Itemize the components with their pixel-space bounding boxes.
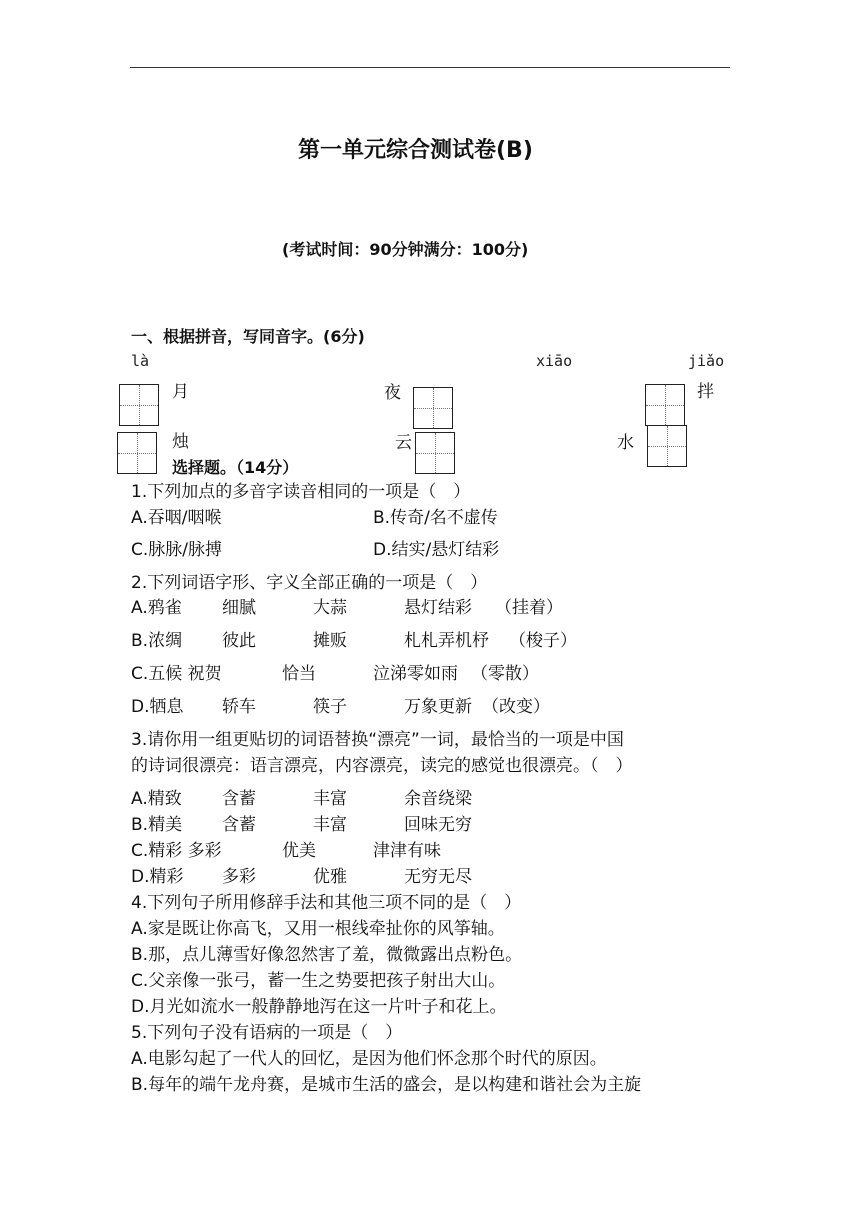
char-yue: 月 bbox=[172, 382, 189, 402]
char-ye: 夜 bbox=[384, 383, 401, 403]
q3-d-word4: 无穷无尽 bbox=[404, 867, 472, 887]
q2-b-word1: B.浓绸 bbox=[131, 631, 183, 651]
q2-a-gloss: （挂着） bbox=[495, 598, 563, 618]
q3-stem-line2: 的诗词很漂亮：语言漂亮，内容漂亮，读完的感觉也很漂亮。（ ） bbox=[131, 756, 633, 776]
q3-c-word3: 津津有味 bbox=[373, 841, 441, 861]
q4-option-b: B.那，点儿薄雪好像忽然害了羞，微微露出点粉色。 bbox=[131, 945, 523, 965]
q2-b-word3: 摊贩 bbox=[313, 631, 347, 651]
q5-option-a: A.电影勾起了一代人的回忆，是因为他们怀念那个时代的原因。 bbox=[131, 1049, 607, 1069]
q2-d-gloss: （改变） bbox=[482, 697, 550, 717]
q3-a-word4: 余音绕梁 bbox=[404, 789, 472, 809]
section2-heading: 选择题。（14分） bbox=[172, 458, 299, 477]
q1-option-a: A.吞咽/咽喉 bbox=[131, 508, 222, 528]
q3-a-word2: 含蓄 bbox=[222, 789, 256, 809]
q1-option-c: C.脉脉/脉搏 bbox=[131, 540, 223, 560]
q3-b-word4: 回味无穷 bbox=[404, 815, 472, 835]
char-zhu: 烛 bbox=[172, 432, 189, 452]
q3-c-word2: 优美 bbox=[282, 841, 316, 861]
page-title: 第一单元综合测试卷(B) bbox=[298, 138, 533, 163]
q2-d-word3: 筷子 bbox=[313, 697, 347, 717]
q2-a-word4: 悬灯结彩 bbox=[404, 598, 472, 618]
q5-option-b: B.每年的端午龙舟赛，是城市生活的盛会，是以构建和谐社会为主旋 bbox=[131, 1075, 642, 1095]
q3-d-word1: D.精彩 bbox=[131, 867, 184, 887]
q3-b-word1: B.精美 bbox=[131, 815, 183, 835]
write-box-5[interactable] bbox=[415, 432, 455, 474]
q2-b-word4: 札札弄机杼 bbox=[404, 631, 489, 651]
q1-option-b: B.传奇/名不虚传 bbox=[373, 508, 498, 528]
pinyin-la: là bbox=[131, 352, 150, 370]
q4-option-a: A.家是既让你高飞，又用一根线牵扯你的风筝轴。 bbox=[131, 919, 505, 939]
pinyin-xiao: xiāo bbox=[536, 352, 573, 370]
q4-option-c: C.父亲像一张弓，蓄一生之势要把孩子射出大山。 bbox=[131, 971, 506, 991]
q1-stem: 1.下列加点的多音字读音相同的一项是（ ） bbox=[131, 482, 471, 502]
pinyin-jiao: jiǎo bbox=[688, 352, 725, 370]
q2-c-gloss: （零散） bbox=[471, 664, 539, 684]
write-box-6[interactable] bbox=[647, 425, 687, 467]
write-box-3[interactable] bbox=[645, 384, 685, 426]
q2-a-word2: 细腻 bbox=[222, 598, 256, 618]
q2-stem: 2.下列词语字形、字义全部正确的一项是（ ） bbox=[131, 573, 488, 593]
write-box-4[interactable] bbox=[117, 432, 157, 474]
char-shui: 水 bbox=[617, 433, 634, 453]
q4-stem: 4.下列句子所用修辞手法和其他三项不同的是（ ） bbox=[131, 893, 522, 913]
q5-stem: 5.下列句子没有语病的一项是（ ） bbox=[131, 1023, 403, 1043]
q3-d-word2: 多彩 bbox=[222, 867, 256, 887]
q1-option-d: D.结实/悬灯结彩 bbox=[373, 540, 500, 560]
q2-c-word3: 泣涕零如雨 bbox=[373, 664, 458, 684]
write-box-2[interactable] bbox=[413, 387, 453, 429]
write-box-1[interactable] bbox=[119, 384, 159, 426]
q2-d-word2: 轿车 bbox=[222, 697, 256, 717]
q3-b-word2: 含蓄 bbox=[222, 815, 256, 835]
q2-b-gloss: （梭子） bbox=[509, 631, 577, 651]
char-yun: 云 bbox=[395, 433, 412, 453]
q2-c-word1: C.五候 祝贺 bbox=[131, 664, 222, 684]
header-rule bbox=[130, 67, 730, 68]
q2-c-word2: 恰当 bbox=[282, 664, 316, 684]
q2-a-word1: A.鸦雀 bbox=[131, 598, 182, 618]
q3-d-word3: 优雅 bbox=[313, 867, 347, 887]
q3-a-word3: 丰富 bbox=[313, 789, 347, 809]
q2-a-word3: 大蒜 bbox=[313, 598, 347, 618]
q3-c-word1: C.精彩 多彩 bbox=[131, 841, 222, 861]
q3-b-word3: 丰富 bbox=[313, 815, 347, 835]
exam-info: (考试时间：90分钟满分：100分) bbox=[282, 240, 529, 259]
q4-option-d: D.月光如流水一般静静地泻在这一片叶子和花上。 bbox=[131, 997, 507, 1017]
char-ban: 拌 bbox=[697, 382, 714, 402]
q3-a-word1: A.精致 bbox=[131, 789, 182, 809]
section1-heading: 一、根据拼音，写同音字。(6分) bbox=[131, 327, 365, 346]
q2-d-word4: 万象更新 bbox=[404, 697, 472, 717]
q2-b-word2: 彼此 bbox=[222, 631, 256, 651]
q3-stem-line1: 3.请你用一组更贴切的词语替换“漂亮”一词，最恰当的一项是中国 bbox=[131, 730, 624, 750]
q2-d-word1: D.牺息 bbox=[131, 697, 184, 717]
